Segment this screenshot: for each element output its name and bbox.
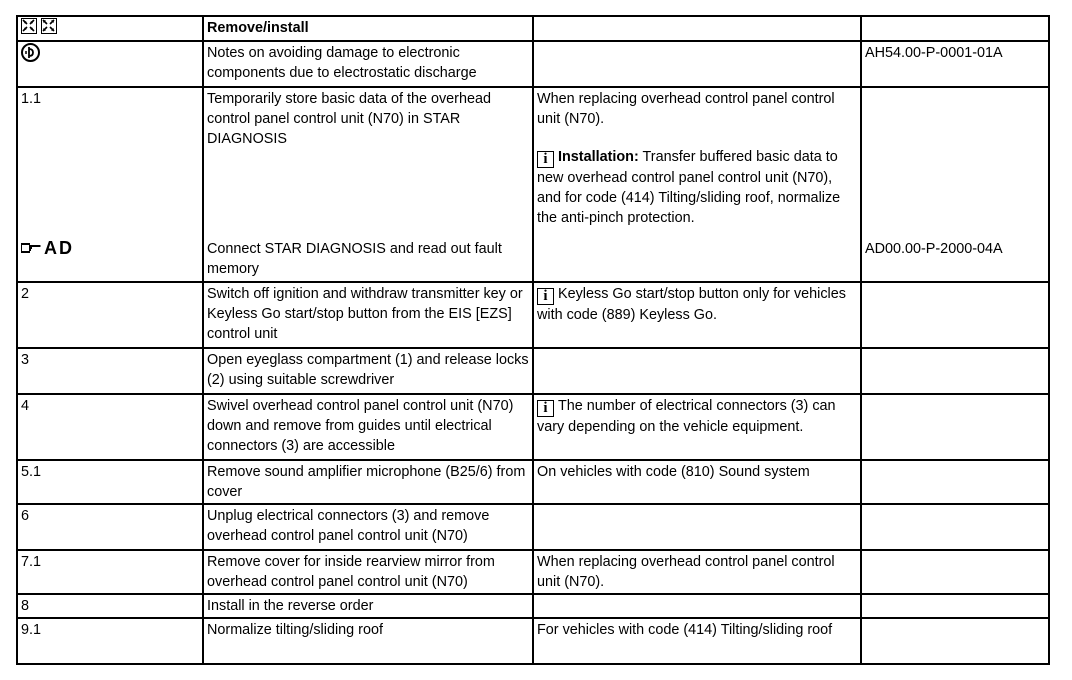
reference-cell bbox=[861, 618, 1049, 664]
note-cell: For vehicles with code (414) Tilting/sliding roof bbox=[533, 618, 861, 664]
header-empty-cell bbox=[861, 16, 1049, 41]
install-symbol-icon bbox=[41, 18, 57, 34]
reference-link[interactable]: AD00.00-P-2000-04A bbox=[865, 241, 1003, 257]
action-cell: Remove cover for inside rearview mirror from overhead control panel control unit (N70) bbox=[203, 550, 533, 594]
action-cell: Notes on avoiding damage to electronic components due to electrostatic discharge bbox=[203, 41, 533, 87]
reference-cell bbox=[861, 394, 1049, 460]
reference-cell bbox=[861, 504, 1049, 550]
action-text: Temporarily store basic data of the overhead control panel control unit (N70) in STAR DIAGNOSIS bbox=[207, 91, 491, 147]
action-cell: Remove sound amplifier microphone (B25/6) from cover bbox=[203, 460, 533, 504]
action-cell: Switch off ignition and withdraw transmitter key or Keyless Go start/stop button from the EIS [EZS] control unit bbox=[203, 282, 533, 348]
step-number: 3 bbox=[17, 348, 203, 394]
note-cell bbox=[533, 41, 861, 87]
table-row bbox=[17, 87, 1049, 282]
note-text: When replacing overhead control panel control unit (N70). bbox=[537, 91, 835, 127]
pointing-hand-icon bbox=[20, 238, 74, 258]
step-number: 7.1 bbox=[17, 550, 203, 594]
table-row bbox=[17, 394, 1049, 460]
info-icon: i bbox=[537, 151, 554, 168]
note-cell bbox=[533, 348, 861, 394]
table-header-row bbox=[17, 16, 1049, 41]
step-cell bbox=[17, 87, 203, 282]
step-number: 8 bbox=[17, 594, 203, 618]
procedure-table bbox=[16, 15, 1050, 665]
sub-action-text: Connect STAR DIAGNOSIS and read out fault memory bbox=[207, 241, 502, 277]
note-cell bbox=[533, 87, 861, 282]
note-cell bbox=[533, 504, 861, 550]
installation-label: Installation: bbox=[558, 149, 639, 165]
action-cell: Unplug electrical connectors (3) and remove overhead control panel control unit (N70) bbox=[203, 504, 533, 550]
installation-text: Transfer buffered basic data to new overhead control panel control unit (N70), and for code (414) Tilting/sliding roof, normalize the anti-pinch protection. bbox=[537, 149, 841, 226]
table-row bbox=[17, 41, 1049, 87]
action-cell: Open eyeglass compartment (1) and release locks (2) using suitable screwdriver bbox=[203, 348, 533, 394]
step-number: 1.1 bbox=[21, 91, 42, 107]
note-cell: When replacing overhead control panel control unit (N70). bbox=[533, 550, 861, 594]
remove-symbol-icon bbox=[21, 18, 37, 34]
ad-marker bbox=[20, 238, 74, 261]
note-cell bbox=[533, 282, 861, 348]
installation-note bbox=[537, 147, 857, 228]
table-row bbox=[17, 460, 1049, 504]
info-icon: i bbox=[537, 288, 554, 305]
reference-cell bbox=[861, 87, 1049, 282]
step-number: 2 bbox=[17, 282, 203, 348]
action-cell bbox=[203, 87, 533, 282]
step-number: 5.1 bbox=[17, 460, 203, 504]
action-cell: Install in the reverse order bbox=[203, 594, 533, 618]
note-text: Keyless Go start/stop button only for vehicles with code (889) Keyless Go. bbox=[537, 286, 846, 323]
note-cell bbox=[533, 394, 861, 460]
step-cell bbox=[17, 41, 203, 87]
table-row bbox=[17, 594, 1049, 618]
step-number: 9.1 bbox=[17, 618, 203, 664]
reference-cell bbox=[861, 348, 1049, 394]
reference-link[interactable]: AH54.00-P-0001-01A bbox=[861, 41, 1049, 87]
action-cell: Swivel overhead control panel control unit (N70) down and remove from guides until electrical connectors (3) are accessible bbox=[203, 394, 533, 460]
action-cell: Normalize tilting/sliding roof bbox=[203, 618, 533, 664]
esd-warning-icon bbox=[21, 43, 40, 62]
reference-cell bbox=[861, 460, 1049, 504]
reference-cell bbox=[861, 550, 1049, 594]
note-cell bbox=[533, 594, 861, 618]
header-empty-cell bbox=[533, 16, 861, 41]
ad-label: AD bbox=[44, 238, 74, 258]
reference-cell bbox=[861, 282, 1049, 348]
step-number: 4 bbox=[17, 394, 203, 460]
table-row bbox=[17, 504, 1049, 550]
table-row bbox=[17, 550, 1049, 594]
table-row bbox=[17, 348, 1049, 394]
note-cell: On vehicles with code (810) Sound system bbox=[533, 460, 861, 504]
step-number: 6 bbox=[17, 504, 203, 550]
table-row bbox=[17, 618, 1049, 664]
note-text: The number of electrical connectors (3) can vary depending on the vehicle equipment. bbox=[537, 398, 836, 435]
reference-cell bbox=[861, 594, 1049, 618]
info-icon: i bbox=[537, 400, 554, 417]
header-icons-cell bbox=[17, 16, 203, 41]
header-title: Remove/install bbox=[203, 16, 533, 41]
table-row bbox=[17, 282, 1049, 348]
